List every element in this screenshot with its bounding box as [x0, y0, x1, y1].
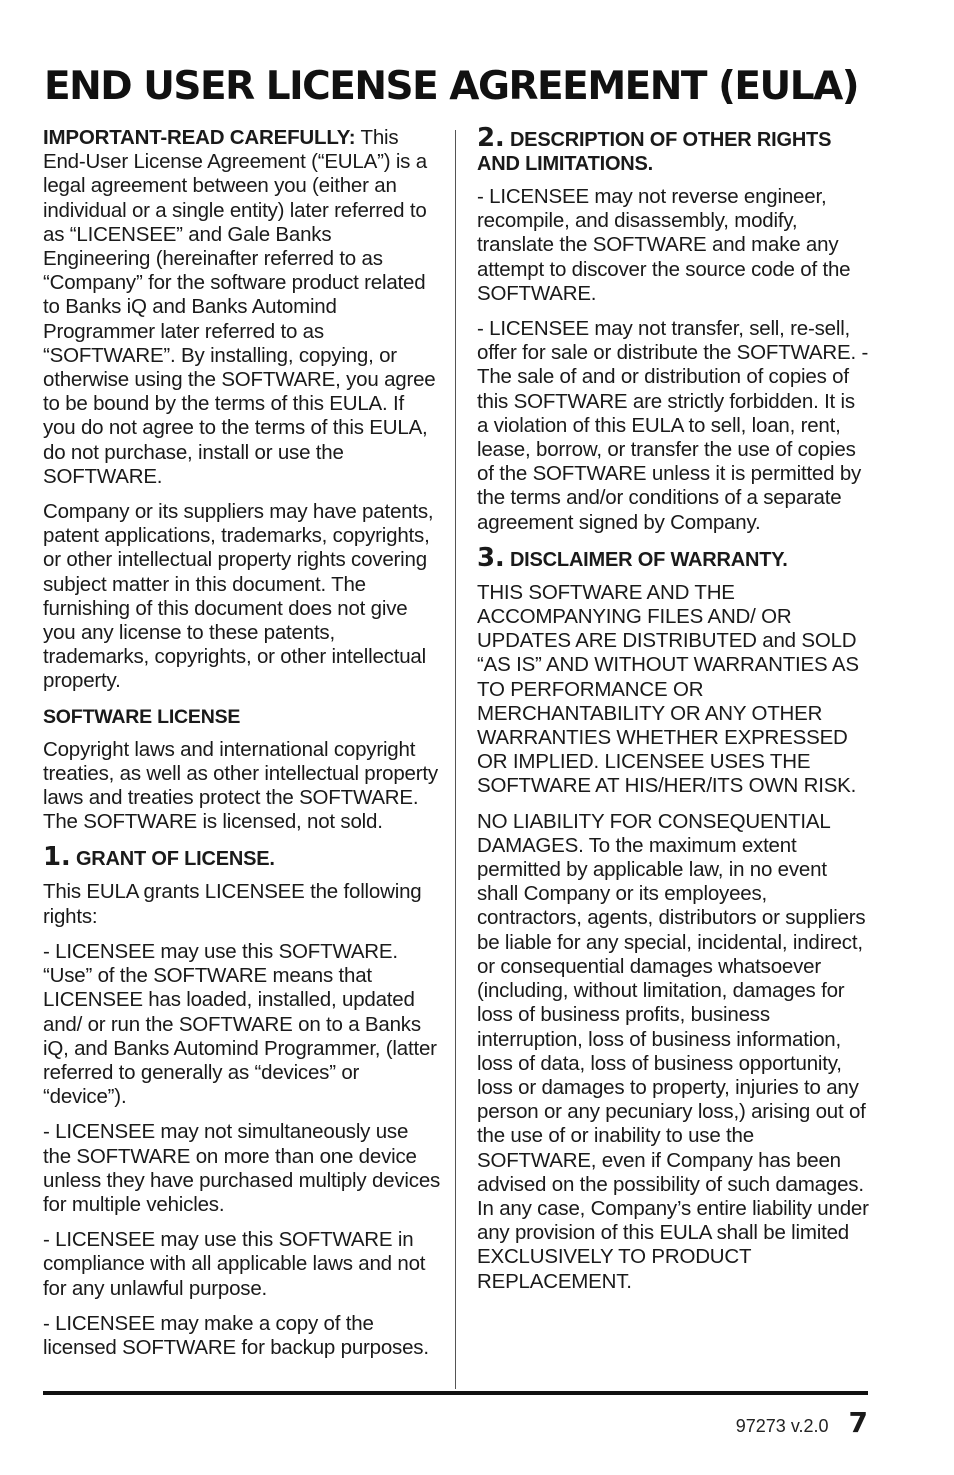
section-1-title: GRANT OF LICENSE. — [75, 848, 275, 871]
document-number: 97273 v.2.0 — [735, 1416, 829, 1436]
intro-paragraph — [43, 126, 441, 489]
section-1-paragraph: - LICENSEE may use this SOFTWARE. “Use” of the SOFTWARE means that LICENSEE has loaded, installed, updated and/ or run the SOFTWARE on to a Banks iQ, and Banks Automind Programmer, (latter referred to generally as “devices” or “device”). — [43, 939, 437, 1109]
section-2-paragraph: - LICENSEE may not transfer, sell, re-sell, offer for sale or distribute the SOFTWARE. - The sale of and or distribution of copies of this SOFTWARE are strictly forbidden. It is a violation of this EULA to sell, loan, rent, lease, borrow, or transfer the use of copies of the SOFTWARE unless it is permitted by the terms and/or conditions of a separate agreement signed by Company. — [477, 317, 869, 534]
footer-rule — [43, 1391, 868, 1395]
patents-paragraph: Company or its suppliers may have patents, patent applications, trademarks, copyrights, or other intellectual property rights covering subject matter in this document. The furnishing of this document does not give you any license to these patents, trademarks, copyrights, or other intellectual property. — [43, 500, 434, 693]
section-3-title: DISCLAIMER OF WARRANTY. — [509, 548, 788, 571]
section-1-paragraph: - LICENSEE may make a copy of the licensed SOFTWARE for backup purposes. — [43, 1311, 429, 1359]
section-1-heading — [43, 842, 441, 873]
left-column — [43, 126, 441, 1371]
section-3-paragraph: THIS SOFTWARE AND THE ACCOMPANYING FILES AND/ OR UPDATES ARE DISTRIBUTED and SOLD “AS IS” AND WITHOUT WARRANTIES AS TO PERFORMANCE OR MERCHANTABILITY OR ANY OTHER WARRANTIES WHETHER EXPRESSED OR IMPLIED. LICENSEE USES THE SOFTWARE AT HIS/HER/ITS OWN RISK. — [477, 580, 859, 798]
footer — [736, 1406, 868, 1439]
intro-body: This End-User License Agreement (“EULA”) is a legal agreement between you (either an individual or a single entity) later referred to as “LICENSEE” and Gale Banks Engineering (hereinafter referred to as “Company” for the software product related to Banks iQ and Banks Automind Programmer later referred to as “SOFTWARE”. By installing, copying, or otherwise using the SOFTWARE, you agree to be bound by the terms of this EULA. If you do not agree to the terms of this EULA, do not purchase, install or use the SOFTWARE. — [43, 126, 436, 488]
section-1-number: 1. — [43, 842, 71, 873]
section-2-paragraph: - LICENSEE may not reverse engineer, recompile, and disassembly, modify, translate the SOFTWARE and make any attempt to discover the source code of the SOFTWARE. — [477, 185, 851, 305]
right-column — [477, 123, 871, 1305]
section-2-title: DESCRIPTION OF OTHER RIGHTS AND LIMITATIONS. — [477, 129, 832, 175]
page-number: 7 — [848, 1406, 868, 1439]
section-3-paragraph: NO LIABILITY FOR CONSEQUENTIAL DAMAGES. To the maximum extent permitted by applicable law, in no event shall Company or its employees, contractors, agents, distributors or suppliers be liable for any special, incidental, indirect, or consequential damages whatsoever (including, without limitation, damages for loss of business profits, business interruption, loss of business information, loss of data, loss of business opportunity, loss or damages to property, injuries to any person or any pecuniary loss,) arising out of the use of or inability to use the SOFTWARE, even if Company has been advised on the possibility of such damages. In any case, Company’s entire liability under any provision of this EULA shall be limited EXCLUSIVELY TO PRODUCT REPLACEMENT. — [477, 809, 869, 1293]
section-1-paragraph: - LICENSEE may not simultaneously use the SOFTWARE on more than one device unless they have purchased multiply devices for multiple vehicles. — [43, 1120, 441, 1216]
section-1-paragraph: - LICENSEE may use this SOFTWARE in compliance with all applicable laws and not for any unlawful purpose. — [43, 1228, 426, 1300]
section-2-heading — [477, 123, 871, 176]
section-3-heading — [477, 542, 871, 573]
intro-lead: IMPORTANT-READ CAREFULLY: — [43, 126, 356, 149]
section-1-paragraph: This EULA grants LICENSEE the following rights: — [43, 880, 422, 928]
column-divider — [455, 130, 456, 1389]
software-license-heading: SOFTWARE LICENSE — [43, 705, 241, 728]
page-title: END USER LICENSE AGREEMENT (EULA) — [44, 64, 859, 109]
software-license-paragraph: Copyright laws and international copyright treaties, as well as other intellectual property laws and treaties protect the SOFTWARE. The SOFTWARE is licensed, not sold. — [43, 737, 438, 834]
section-2-number: 2. — [477, 123, 505, 153]
section-3-number: 3. — [477, 542, 505, 573]
